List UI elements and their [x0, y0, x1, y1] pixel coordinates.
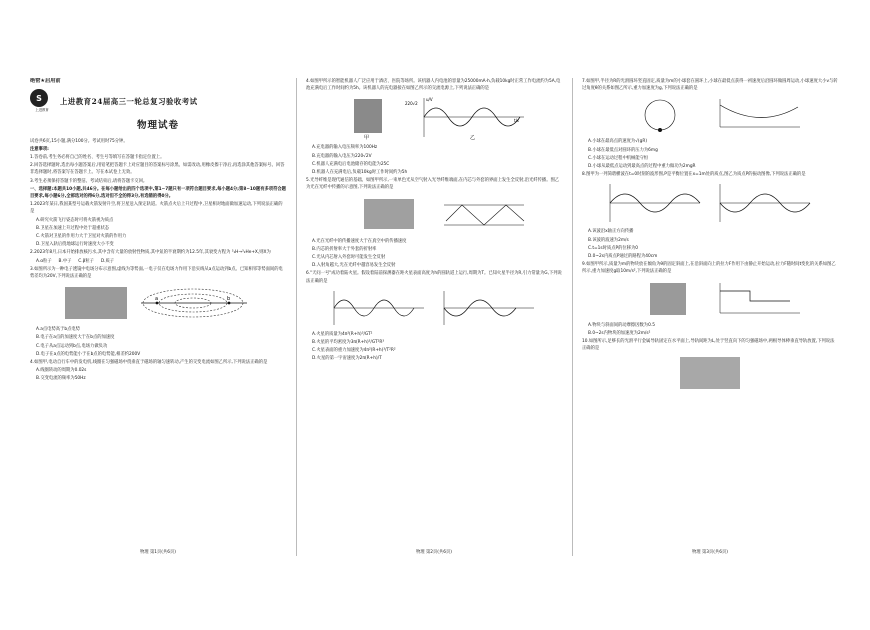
exam-sheet: [30, 78, 842, 556]
option: C.电子从a点运动到b点,电场力做负功: [36, 343, 108, 349]
fiber-photo: [364, 199, 414, 229]
secret-label: 绝密★启用前: [30, 78, 61, 84]
option: D.质子: [100, 258, 115, 264]
option: D.火星的第一宇宙速度为2π(R+h)/T: [312, 356, 382, 362]
rails-photo: [680, 357, 740, 389]
option: B.内芯的折射率大于外套的折射率: [312, 246, 377, 252]
option: A.研究火箭飞行姿态时可将火箭视为质点: [36, 217, 114, 223]
option: B.0~2s内物块的加速度为2m/s²: [588, 330, 651, 336]
circle-track-figure: [610, 95, 810, 135]
logo-text: 上进教育: [35, 108, 49, 113]
incline-photo: [650, 283, 686, 315]
option: A.该波沿x轴正方向传播: [588, 229, 634, 235]
logo: [30, 89, 54, 114]
time-axis-label: t/s: [514, 118, 519, 124]
figure-label-yi: 乙: [470, 135, 476, 142]
page-footer: 物理 第1页(共6页): [140, 549, 176, 555]
option: D.小球从最低点运动到最高点的过程中重力做功为2mgR: [588, 164, 696, 170]
question-stem: 9.如图甲所示,质量为m的物块放在倾角为θ的固定斜面上,在沿斜面向上的拉力F作用下由静止开始运动,拉力F随时间t变化的关系如图乙所示,重力加速度g取10m/s²,下列说法正确的是: [582, 262, 836, 275]
point-a-marker: [156, 302, 159, 305]
option: B.卫星在加速上升过程中处于超重状态: [36, 225, 110, 231]
exam-title: 上进教育24届高三一轮总复习验收考试: [60, 97, 198, 107]
question-stem: 10.如图所示,足够长的光滑平行金属导轨固定在水平面上,导轨间距为L,处于竖直向下的匀强磁场中,两根导体棒垂直导轨放置,下列说法正确的是: [582, 339, 835, 352]
option: B.火星的平均密度为3π(R+h)³/GT²R³: [312, 340, 385, 346]
subject-title: 物理试卷: [136, 120, 179, 132]
question-stem: 6."天问一号"成功着陆火星。假设着陆前探测器在距火星表面高度为h的圆轨道上运行,周期为T。已知火星半径为R,引力常量为G,下列说法正确的是: [306, 271, 562, 284]
optical-fiber-figure: [334, 195, 534, 235]
notice-item: 1.答卷前,考生务必将自己的姓名、考生号等填写在答题卡指定位置上。: [30, 155, 165, 161]
electric-field-figure: [63, 283, 253, 323]
question-stem: 3.如图所示为一种电子透镜中电场分布示意图,虚线为等势面,一电子仅在电场力作用下沿实线从a点运动到b点。已知相邻等势面间的电势差均为20V,下列说法正确的是: [30, 266, 283, 280]
question-stem: 5.光导纤维是现代通信的基础。如图甲所示,一束单色光从空气射入光导纤维端面,在内芯与外套的界面上发生全反射,沿光纤传播。图乙为光在光纤中传播的示意图,下列说法正确的是: [306, 178, 560, 191]
option: C.光从内芯射入外套时可能发生全反射: [312, 255, 386, 261]
question-stem: 8.图甲为一列简谐横波在t=0时刻的波形图,P是平衡位置在x=1m处的质点,图乙为质点P的振动图像,下列说法正确的是: [582, 172, 806, 178]
option: A.线圈转动的周期为0.02s: [36, 368, 87, 374]
option: B.中子: [58, 258, 72, 264]
notice-heading: 注意事项:: [30, 146, 49, 152]
option: B.交变电流的频率为50Hz: [36, 376, 86, 382]
incline-figure: [610, 279, 810, 319]
page-footer: 物理 第3页(共6页): [692, 549, 728, 555]
option: C.小球在运动过程中机械能守恒: [588, 155, 649, 161]
voltage-peak-label: 220√2: [405, 101, 418, 107]
column-divider: [572, 78, 573, 556]
page-1: [30, 78, 286, 556]
point-b-marker: [228, 302, 231, 305]
notice-item: 3.考生必须保持答题卡的整洁。考试结束后,请将答题卡交回。: [30, 178, 148, 184]
voltage-axis-label: u/V: [426, 97, 433, 103]
column-divider: [296, 78, 297, 556]
exam-header: [30, 89, 286, 114]
question-stem: 4.如图甲所示的智能机器人广泛应用于酒店、医院等场所。该机器人内电池的容量为25000mA·h,负载10kg时正常工作电流约为5A,电池充满电后工作时间约为5h。该机器人的充电器接在如图乙所示的交流电源上,下列说法正确的是: [306, 79, 561, 92]
point-b-label: b: [227, 296, 231, 303]
question-stem: 1.2023年某日,我国某型号运载火箭发射升空,将卫星送入预定轨道。火箭点火后上升过程中,卫星相对地面做加速运动,下列说法正确的是: [30, 202, 283, 215]
rails-figure: [650, 355, 770, 391]
option: C.火箭对卫星的作用力大于卫星对火箭的作用力: [36, 234, 127, 240]
option: A.光在光纤中的传播速度大于在真空中的传播速度: [312, 238, 407, 244]
option: A.小球在最高点的速度为√(gR): [588, 139, 648, 145]
option: B.充电器的输入电压为220√2V: [312, 153, 372, 159]
logo-icon: S: [30, 89, 48, 107]
option: A.a点电势高于b点电势: [36, 327, 80, 333]
option: A.充电器的输入电压频率为100Hz: [312, 145, 378, 151]
option: B.该波的波速为2m/s: [588, 237, 629, 243]
option: A.物块与斜面间的动摩擦因数为0.5: [588, 322, 655, 328]
option: C.β粒子: [78, 258, 94, 264]
option: B.电子在a点的加速度大于在b点的加速度: [36, 335, 115, 341]
option: D.卫星入轨后绕地球运行时速度大小不变: [36, 242, 114, 248]
option: D.电子在a点的电势能小于在b点的电势能,相差约200V: [36, 351, 141, 357]
option: D.入射角越大,光在光纤中越容易发生全反射: [312, 263, 396, 269]
option: D.0~2s内质点P通过的路程为40cm: [588, 254, 658, 260]
light-ray: [446, 205, 524, 225]
ball: [658, 128, 662, 132]
question-stem: 4.如图甲,电动自行车中的发电机,线圈在匀强磁场中绕垂直于磁场的轴匀速转动,产生的交变电流如图乙所示,下列说法正确的是: [30, 360, 268, 366]
circular-track: [645, 100, 675, 130]
notice-item: 2.回答选择题时,选出每小题答案后,用铅笔把答题卡上对应题目的答案标号涂黑。如需改动,用橡皮擦干净后,再选涂其他答案标号。回答非选择题时,将答案写在答题卡上。写在本试卷上无效。: [30, 163, 285, 176]
option: C.火星表面的重力加速度为4π²(R+h)³/T²R²: [312, 348, 396, 354]
exam-meta: 试卷共6页,15小题,满分100分。考试用时75分钟。: [30, 138, 128, 144]
photo-placeholder: [65, 287, 127, 319]
question-stem: 7.如图甲,半径为R的光滑圆环竖直固定,质量为m的小球套在圆环上,小球在最低点获得一初速度后沿圆环做圆周运动,小球速度大小v与转过角度θ的关系如图乙所示,重力加速度为g,下列说法正确的是: [582, 79, 838, 92]
question-stem: 2.2023年8月,日本开始排放核污水,其中含有大量的放射性物质,其中氚的半衰期约为12.5年,其衰变方程为 ³₁H→³₂He+X,则X为: [30, 250, 271, 256]
option: A.火星的质量为4π²(R+h)³/GT²: [312, 331, 373, 337]
force-curve: [720, 291, 790, 301]
option: A.α粒子: [36, 258, 52, 264]
robot-voltage-figure: [334, 95, 534, 141]
point-a-label: a: [155, 296, 159, 303]
option: C.t=1s时质点P的位移为0: [588, 245, 639, 251]
wave-graphs-figure: [324, 288, 544, 328]
page-2: [306, 78, 562, 556]
robot-photo: [354, 99, 382, 133]
figure-label-jia: 甲: [364, 135, 370, 142]
section-heading: 一、选择题:本题共10小题,共46分。在每小题给出的四个选项中,第1~7题只有一项符合题目要求,每小题4分;第8~10题有多项符合题目要求,每小题6分,全部选对的得6分,选对但不全的得3分,有选错的得0分。: [30, 186, 286, 200]
page-3: [582, 78, 838, 556]
option: B.小球在最低点对圆环的压力为6mg: [588, 147, 658, 153]
wave-figure: [600, 181, 820, 225]
page-footer: 物理 第2页(共6页): [416, 549, 452, 555]
option-row: [30, 258, 286, 265]
option: C.机器人充满电后电池储存的电能为25C: [312, 161, 390, 167]
speed-curve: [720, 105, 798, 118]
option: D.机器人在充满电后,负载10kg时工作时间约为5h: [312, 170, 408, 176]
